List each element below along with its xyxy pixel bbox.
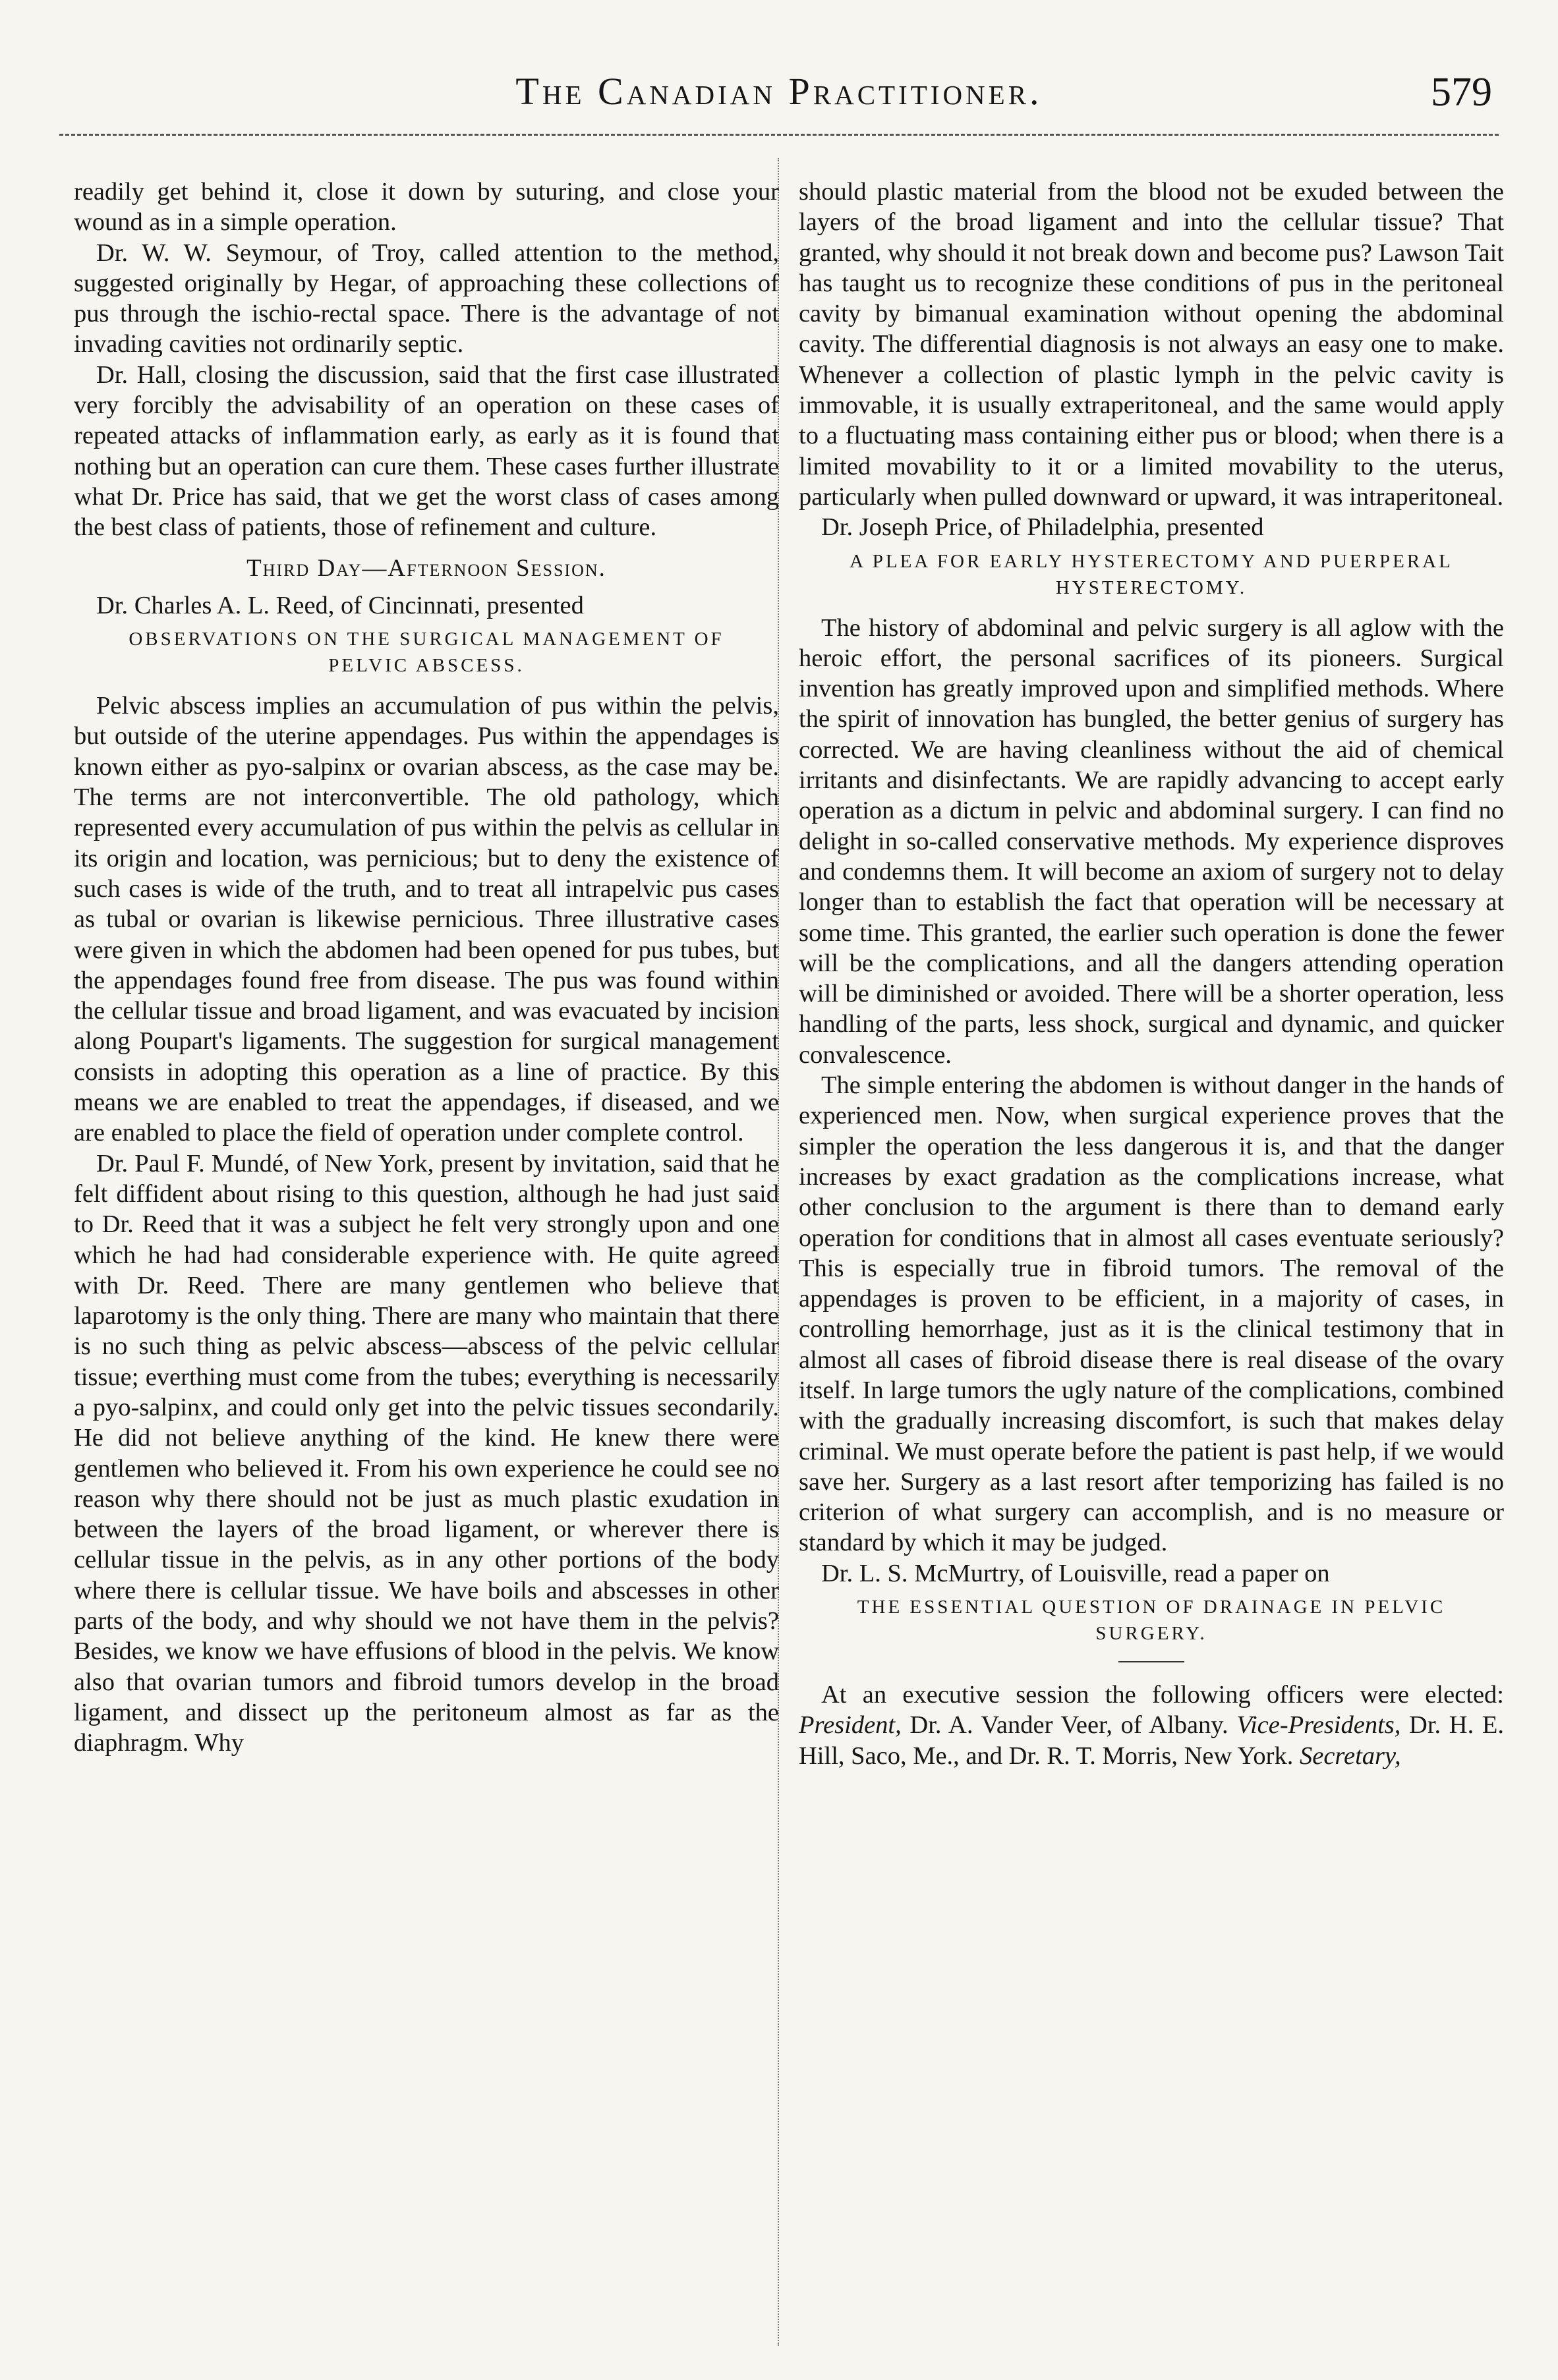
left-column — [74, 177, 779, 1759]
presenter-line: Dr. Joseph Price, of Philadelphia, presented — [821, 513, 1264, 542]
paper-title: THE ESSENTIAL QUESTION OF DRAINAGE IN PELVIC SURGERY. — [857, 1597, 1446, 1645]
paragraph: The history of abdominal and pelvic surgery is all aglow with the heroic effort, the personal sacrifices of its pioneers. Surgical invention has greatly improved upon and simplified methods. Where the spirit of innovation has bungled, the better genius of surgery has corrected. We are having cleanliness without the aid of chemical irritants and disinfectants. We are rapidly advancing to accept early operation as a dictum in pelvic and abdominal surgery. I can find no delight in so-called conservative methods. My experience disproves and condemns them. It will become an axiom of surgery not to delay longer than to establish the fact that operation will be necessary at some time. This granted, the earlier such operation is done the fewer will be the complications, and all the dangers attending operation will be diminished or avoided. There will be a shorter operation, less handling of the parts, less shock, surgical and dynamic, and quicker convalescence. — [799, 613, 1504, 1069]
paper-title: A PLEA FOR EARLY HYSTERECTOMY AND PUERPERAL HYSTERECTOMY. — [850, 550, 1453, 598]
running-title: The Canadian Practitioner. — [515, 70, 1043, 113]
section-rule — [1118, 1661, 1184, 1662]
paragraph: Dr. L. S. McMurtry, of Louisville, read a paper on — [821, 1559, 1330, 1587]
paragraph: should plastic material from the blood not be exuded between the layers of the broad ligament and into the cellular tissue? That granted, why should it not break down and become pus? Lawson Tait has taught us to recognize these conditions of pus in the peritoneal cavity by bimanual examination without opening the abdominal cavity. The differential diagnosis is not always an easy one to make. Whenever a collection of plastic lymph in the pelvic cavity is immovable, it is usually extraperitoneal, and the same would apply to a fluctuating mass containing either pus or blood; when there is a limited movability to it or a limited movability to the uterus, particularly when pulled downward or upward, it was intraperitoneal. — [799, 178, 1504, 511]
presenter-line: Dr. Charles A. L. Reed, of Cincinnati, presented — [96, 591, 584, 619]
officers-intro: At an executive session the following officers were elected: — [821, 1681, 1504, 1709]
president-label: President, — [799, 1711, 902, 1740]
paragraph: readily get behind it, close it down by suturing, and close your wound as in a simple operation. — [74, 178, 779, 237]
paragraph: Dr. Hall, closing the discussion, said that the first case illustrated very forcibly the advisability of an operation on these cases of repeated attacks of inflammation early, as early as it is found that nothing but an operation can cure them. These cases further illustrate what Dr. Price has said, that we get the worst class of cases among the best class of patients, those of refinement and culture. — [74, 360, 779, 542]
paragraph: Dr. W. W. Seymour, of Troy, called attention to the method, suggested originally by Hegar, of approaching these collections of pus through the ischio-rectal space. There is the advantage of not invading cavities not ordinarily septic. — [74, 239, 779, 358]
paragraph: Dr. Paul F. Mundé, of New York, present by invitation, said that he felt diffident about rising to this question, although he had just said to Dr. Reed that it was a subject he felt very strongly upon and one which he had had considerable experience with. He quite agreed with Dr. Reed. There are many gentlemen who believe that laparotomy is the only thing. There are many who maintain that there is no such thing as pelvic abscess—abscess of the pelvic cellular tissue; everthing must come from the tubes; everything is necessarily a pyo-salpinx, and could only get into the pelvic tissues secondarily. He did not believe anything of the kind. He knew there were gentlemen who believed it. From his own experience he could see no reason why there should not be just as much plastic exudation in between the layers of the broad ligament, or wherever there is cellular tissue in the pelvis, as in any other portions of the body where there is cellular tissue. We have boils and abscesses in other parts of the body, and why should we not have them in the pelvis? Besides, we know we have effusions of blood in the pelvis. We know also that ovarian tumors and fibroid tumors develop in the broad ligament, and dissect up the peritoneum almost as far as the diaphragm. Why — [74, 1149, 779, 1757]
right-column — [799, 177, 1504, 1771]
paragraph: The simple entering the abdomen is without danger in the hands of experienced men. Now, when surgical experience proves that the simpler the operation the less dangerous it is, and that the danger increases by exact gradation as the complications increase, what other conclusion to the argument is there than to demand early operation for conditions that in almost all cases eventuate seriously? This is especially true in fibroid tumors. The removal of the appendages is proven to be efficient, in a majority of cases, in controlling hemorrhage, just as it is the clinical testimony that in almost all cases of fibroid disease there is real disease of the ovary itself. In large tumors the ugly nature of the complications, combined with the gradually increasing discomfort, is such that makes delay criminal. We must operate before the patient is past help, if we would save her. Surgery as a last resort after temporizing has failed is no criterion of what surgery can accomplish, and is no measure or standard by which it may be judged. — [799, 1071, 1504, 1557]
vice-presidents-text: Dr. H. E. Hill, Saco, Me., and Dr. R. T. Morris, New York. — [799, 1711, 1505, 1770]
page-header — [59, 63, 1499, 142]
page-number: 579 — [1431, 70, 1492, 115]
paper-title: OBSERVATIONS ON THE SURGICAL MANAGEMENT OF PELVIC ABSCESS. — [129, 629, 724, 677]
secretary-label: Secretary, — [1300, 1742, 1401, 1770]
paragraph: Pelvic abscess implies an accumulation of pus within the pelvis, but outside of the uterine appendages. Pus within the appendages is known either as pyo-salpinx or ovarian abscess, as the case may be. The terms are not interconvertible. The old pathology, which represented every accumulation of pus within the pelvis as cellular in its origin and location, was pernicious; but to deny the existence of such cases is wide of the truth, and to treat all intrapelvic pus cases as tubal or ovarian is likewise pernicious. Three illustrative cases were given in which the abdomen had been opened for pus tubes, but the appendages found free from disease. The pus was found within the cellular tissue and broad ligament, and was evacuated by incision along Poupart's ligaments. The suggestion for surgical management consists in adopting this operation as a line of practice. By this means we are enabled to treat the appendages, if diseased, and we are enabled to place the field of operation under complete control. — [74, 692, 779, 1147]
header-rule — [59, 134, 1499, 136]
session-heading: Third Day—Afternoon Session. — [246, 554, 606, 582]
president-text: Dr. A. Vander Veer, of Albany. — [909, 1711, 1228, 1740]
vice-presidents-label: Vice-Presidents, — [1236, 1711, 1401, 1740]
officers-paragraph — [799, 1680, 1504, 1771]
